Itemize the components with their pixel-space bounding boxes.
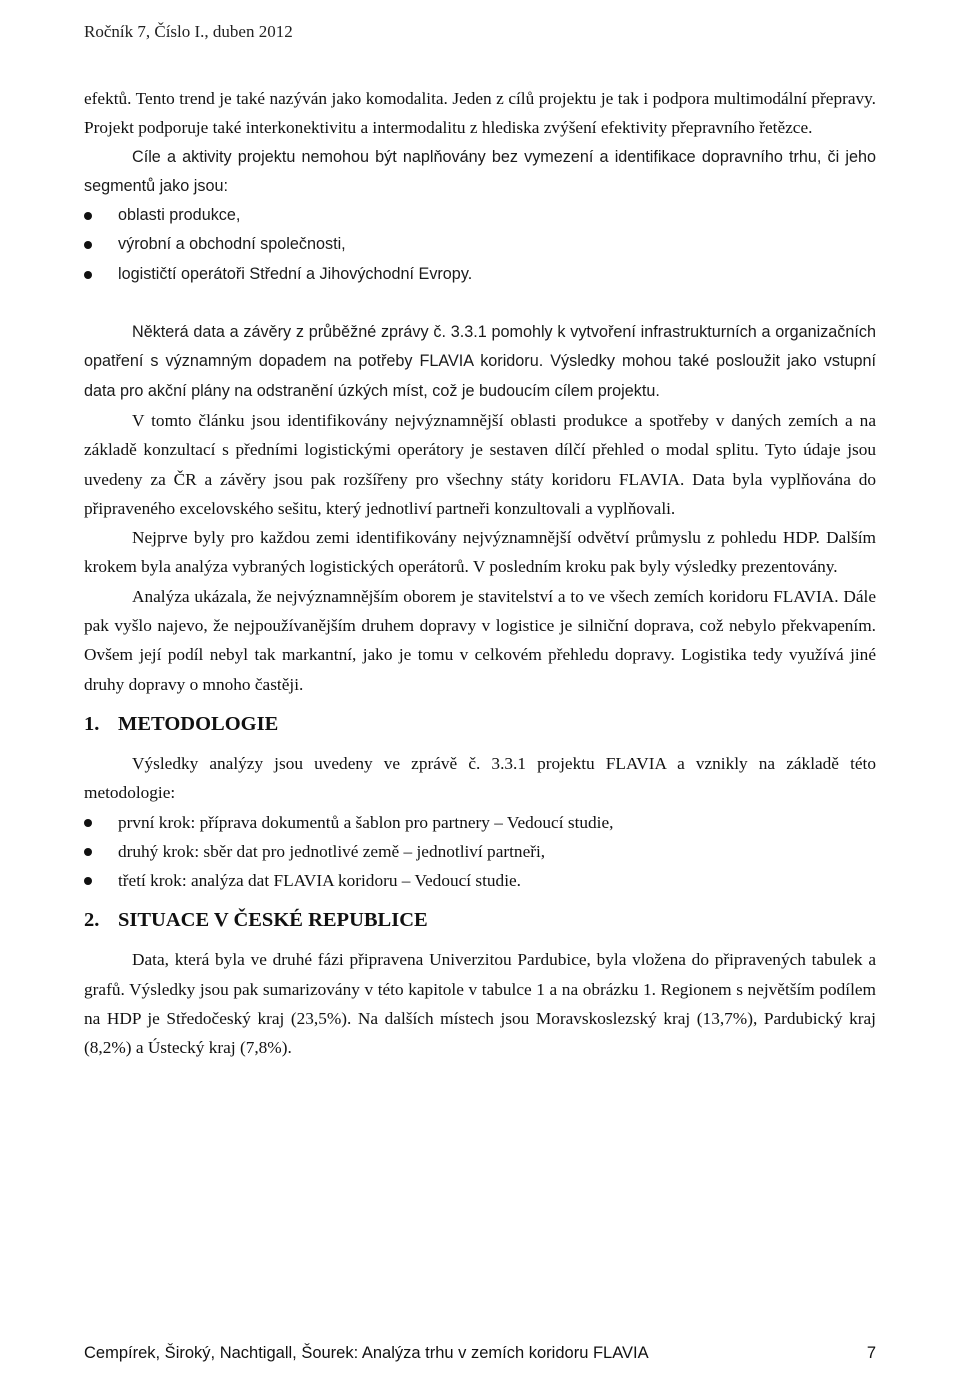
page-number: 7 (866, 1344, 876, 1362)
market-segments-list (84, 201, 876, 289)
paragraph-report-data: Některá data a závěry z průběžné zprávy č. 3.3.1 pomohly k vytvoření infrastrukturních a organizačních opatření s významným dopadem na potřeby FLAVIA koridoru. Výsledky mohou také posloužit jako vstupní data pro akční plány na odstranění úzkých míst, což je budoucím cílem projektu. (84, 323, 876, 400)
page-footer (84, 1344, 876, 1363)
paragraph-analysis-result: Analýza ukázala, že nejvýznamnějším oborem je stavitelství a to ve všech zemích koridoru FLAVIA. Dále pak vyšlo najevo, že nejpoužívanějším druhem dopravy v logistice je silniční doprava, což nebylo překvapením. Ovšem její podíl nebyl tak markantní, jako je tomu v celkovém přehledu dopravy. Logistika tedy využívá jiné druhy dopravy o mnoho častěji. (84, 586, 876, 694)
paragraph-method-steps: Nejprve byly pro každou zemi identifikovány nejvýznamnější odvětví průmyslu z pohledu HDP. Dalším krokem byla analýza vybraných logistických operátorů. V posledním kroku pak byly výsledky prezentovány. (84, 528, 876, 577)
bullet-icon (84, 271, 92, 279)
running-header: Ročník 7, Číslo I., duben 2012 (84, 22, 293, 41)
paragraph-goals: Cíle a aktivity projektu nemohou být naplňovány bez vymezení a identifikace dopravního trhu, či jeho segmentů jako jsou: (84, 147, 876, 195)
list-item: logističtí operátoři Střední a Jihovýchodní Evropy. (84, 260, 876, 289)
bullet-icon (84, 848, 92, 856)
list-item: druhý krok: sběr dat pro jednotlivé země – jednotliví partneři, (84, 837, 876, 866)
article-body (84, 84, 876, 1063)
section-heading-czech-situation: 2. SITUACE V ČESKÉ REPUBLICE (84, 909, 428, 932)
footer-authors-title: Cempírek, Široký, Nachtigall, Šourek: Analýza trhu v zemích koridoru FLAVIA (84, 1344, 649, 1362)
paragraph-article-scope: V tomto článku jsou identifikovány nejvýznamnější oblasti produkce a spotřeby v daných zemích a na základě konzultací s předními logistickými operátory je sestaven dílčí přehled o modal splitu. Tyto údaje jsou uvedeny za ČR a závěry jsou pak rozšířeny pro všechny státy koridoru FLAVIA. Data byla vyplňována do připraveného excelovského sešitu, který jednotliví partneři konzultovali a vyplňovali. (84, 410, 876, 518)
section-heading-methodology: 1. METODOLOGIE (84, 712, 279, 735)
methodology-steps-list (84, 808, 876, 896)
paragraph-intro-continuation: efektů. Tento trend je také nazýván jako komodalita. Jeden z cílů projektu je tak i podpora multimodální přepravy. Projekt podporuje také interkonektivitu a intermodalitu z hlediska zvýšení efektivity přepravního řetězce. (84, 89, 876, 138)
list-item: třetí krok: analýza dat FLAVIA koridoru – Vedoucí studie. (84, 866, 876, 895)
bullet-icon (84, 212, 92, 220)
bullet-icon (84, 877, 92, 885)
paragraph-czech-data: Data, která byla ve druhé fázi připravena Univerzitou Pardubice, byla vložena do připravených tabulek a grafů. Výsledky jsou pak sumarizovány v této kapitole v tabulce 1 a na obrázku 1. Regionem s největším podílem na HDP je Středočeský kraj (23,5%). Na dalších místech jsou Moravskoslezský kraj (13,7%), Pardubický kraj (8,2%) a Ústecký kraj (7,8%). (84, 950, 876, 1058)
list-item: oblasti produkce, (84, 201, 876, 230)
bullet-icon (84, 819, 92, 827)
bullet-icon (84, 241, 92, 249)
list-item: výrobní a obchodní společnosti, (84, 230, 876, 259)
list-item: první krok: příprava dokumentů a šablon pro partnery – Vedoucí studie, (84, 808, 876, 837)
paragraph-methodology-intro: Výsledky analýzy jsou uvedeny ve zprávě č. 3.3.1 projektu FLAVIA a vznikly na základě této metodologie: (84, 753, 876, 803)
